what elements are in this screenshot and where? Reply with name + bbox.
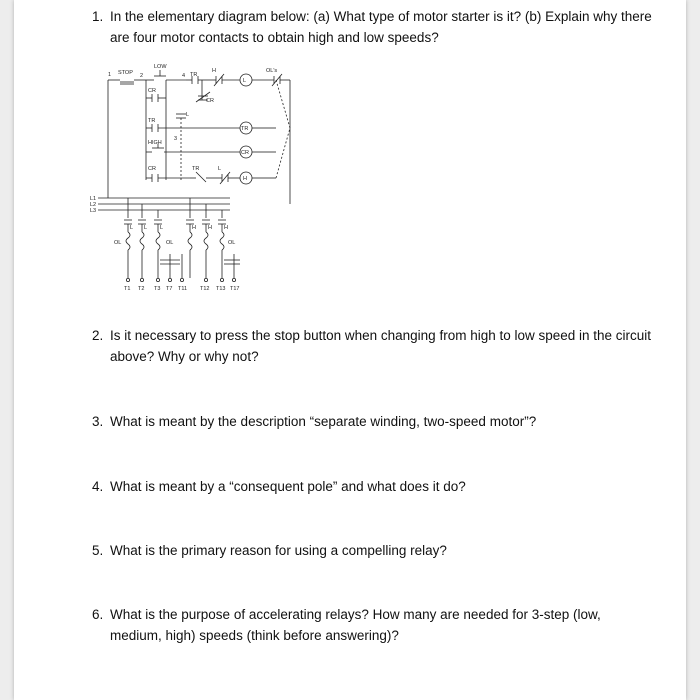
question-text: What is the purpose of accelerating relays? How many are needed for 3-step (low, medium, high) speeds (think before answering)?: [110, 607, 601, 643]
tr-contact-label: TR: [190, 72, 198, 78]
terminal-t17: T17: [230, 286, 240, 292]
elementary-diagram: [90, 60, 310, 300]
line-l3: L3: [90, 208, 97, 214]
question-text: What is meant by the description “separate winding, two-speed motor”?: [110, 414, 537, 429]
node-1: 1: [108, 72, 112, 78]
question-text: Is it necessary to press the stop button when changing from high to low speed in the circuit above? Why or why not?: [110, 328, 652, 364]
coil-cr-label: CR: [241, 150, 249, 156]
question-text: In the elementary diagram below: (a) What type of motor starter is it? (b) Explain why there are four motor contacts to obtain high and low speeds?: [110, 9, 652, 45]
terminal-t12: T12: [200, 286, 210, 292]
ol-label-2: OL: [166, 240, 174, 246]
question-number: 2.: [92, 328, 104, 343]
question-text: What is meant by a “consequent pole” and what does it do?: [110, 479, 466, 494]
l-small-label: L: [186, 112, 190, 118]
question-6: [92, 604, 652, 646]
power-label-5: H: [208, 225, 212, 231]
line-l2: L2: [90, 202, 97, 208]
line-l1: L1: [90, 196, 97, 202]
terminal-t3: T3: [154, 286, 161, 292]
terminal-t7: T7: [166, 286, 173, 292]
power-label-1: L: [130, 225, 134, 231]
coil-tr-label: TR: [241, 126, 249, 132]
question-number: 5.: [92, 543, 104, 558]
l-nc-label: L: [218, 166, 222, 172]
terminal-t2: T2: [138, 286, 145, 292]
question-1: [92, 6, 652, 48]
terminal-t1: T1: [124, 286, 131, 292]
tr-timed-label: TR: [192, 166, 200, 172]
question-text: What is the primary reason for using a compelling relay?: [110, 543, 447, 558]
power-label-6: H: [224, 225, 228, 231]
terminal-t11: T11: [178, 286, 188, 292]
question-number: 1.: [92, 9, 104, 24]
question-3: [92, 411, 652, 432]
power-label-3: L: [160, 225, 164, 231]
coil-l-label: L: [243, 78, 247, 84]
question-number: 6.: [92, 607, 104, 622]
high-label: HIGH: [148, 140, 162, 146]
node-4: 4: [182, 73, 186, 79]
power-label-2: L: [144, 225, 148, 231]
question-number: 4.: [92, 479, 104, 494]
document-page: [14, 0, 686, 700]
question-5: [92, 540, 652, 561]
tr-row-label: TR: [148, 118, 156, 124]
cr-contact-label: CR: [206, 98, 214, 104]
ol-label-3: OL: [228, 240, 236, 246]
low-label: LOW: [154, 64, 167, 70]
ols-label: OL's: [266, 68, 278, 74]
power-label-4: H: [192, 225, 196, 231]
h-contact-label: H: [212, 68, 216, 74]
question-number: 3.: [92, 414, 104, 429]
cr-seal-label: CR: [148, 88, 156, 94]
terminal-t13: T13: [216, 286, 226, 292]
coil-h-label: H: [243, 176, 247, 182]
ol-label-1: OL: [114, 240, 122, 246]
question-4: [92, 476, 652, 497]
stop-label: STOP: [118, 70, 133, 76]
node-2: 2: [140, 73, 144, 79]
question-2: [92, 325, 652, 367]
cr-bottom-label: CR: [148, 166, 156, 172]
node-3: 3: [174, 136, 178, 142]
